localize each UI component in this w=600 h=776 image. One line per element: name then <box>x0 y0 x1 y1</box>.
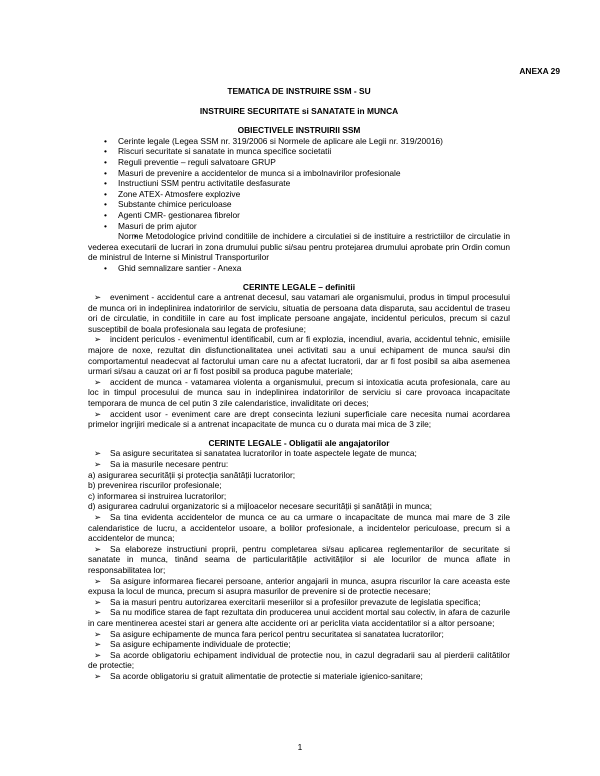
arrow-bullet-icon: ➢ <box>94 628 102 639</box>
document-body <box>88 84 510 681</box>
obligation-item: ➢ Sa nu modifice starea de fapt rezultata din producerea unui accident mortal sau colectiv, in afara de cazurile in care mentinerea acestei stari ar genera alte accidente ori ar periclita viata accidentatilor si a altor persoane; <box>88 607 510 628</box>
definition-item: ➢ eveniment - accidentul care a antrenat decesul, sau vatamari ale organismului, produs in timpul procesului de munca ori in indeplinirea indatoririlor de serviciu, situatia de persoana data disparuta, sau accidentul de traseu ori de circulatie, in conditiile in care au fost implicate persoane angajate, incidentul periculos, precum si cazul susceptibil de boala profesionala sau legata de profesiune; <box>88 292 510 334</box>
objectives-list <box>88 136 510 231</box>
arrow-bullet-icon: ➢ <box>94 543 102 554</box>
arrow-bullet-icon: ➢ <box>94 607 102 618</box>
list-item: • Masuri de prevenire a accidentelor de munca si a imbolnavirilor profesionale <box>88 168 510 179</box>
list-item: • Reguli preventie – reguli salvatoare GRUP <box>88 157 510 168</box>
list-item: • Substante chimice periculoase <box>88 199 510 210</box>
list-item: • Cerinte legale (Legea SSM nr. 319/2006 si Normele de aplicare ale Legii nr. 319/20016) <box>88 136 510 147</box>
obligation-item: ➢ Sa asigure securitatea si sanatatea lucratorilor in toate aspectele legate de munca; <box>88 448 510 459</box>
obligation-subitem: a) asigurarea securității și protecția sanătății lucratorilor; <box>88 469 296 480</box>
page-number: 1 <box>297 742 303 752</box>
obligation-item: ➢ Sa asigure echipamente individuale de protectie; <box>88 639 510 650</box>
obligation-subitem: d) asigurarea cadrului organizatoric si a mijloacelor necesare securității și sanătății in munca; <box>88 501 433 512</box>
list-item: • Masuri de prim ajutor <box>88 221 510 232</box>
objectives-heading: OBIECTIVELE INSTRUIRII SSM <box>237 125 361 136</box>
list-item: • Riscuri securitate si sanatate in munca specifice societatii <box>88 146 510 157</box>
arrow-bullet-icon: ➢ <box>94 670 102 681</box>
arrow-bullet-icon: ➢ <box>94 334 102 345</box>
list-item: • Ghid semnalizare santier - Anexa <box>88 263 510 274</box>
definition-item: ➢ accident usor - eveniment care are drept consecinta leziuni superficiale care necesita numai acordarea primelor ingrijiri medicale si a antrenat incapacitate de munca cu o durata mai mica de 3 zile; <box>88 408 510 430</box>
objectives-list-tail <box>88 263 510 274</box>
obligation-item: ➢ Sa tina evidenta accidentelor de munca ce au ca urmare o incapacitate de munca mai mare de 3 zile calendaristice de lucru, a accidentelor usoare, a bolilor profesionale, a incidentelor periculoase, precum si a accidentelor de munca; <box>88 511 510 544</box>
definitions-heading: CERINTE LEGALE – definitii <box>242 281 356 292</box>
list-item: • Instructiuni SSM pentru activitatile desfasurate <box>88 178 510 189</box>
subtitle: INSTRUIRE SECURITATE si SANATATE in MUNCA <box>199 105 399 116</box>
obligation-item: ➢ Sa acorde obligatoriu si gratuit alimentatie de protectie si materiale igienico-sanitare; <box>88 671 510 682</box>
arrow-bullet-icon: ➢ <box>94 639 102 650</box>
obligation-subitem: b) prevenirea riscurilor profesionale; <box>88 480 222 491</box>
obligation-item: ➢ Sa elaboreze instructiuni proprii, pentru completarea si/sau aplicarea reglementarilor de securitate si sanatate in munca, tinând seama de particularitățile activităților si ale locurilor de munca aflate in responsabilitatea lor; <box>88 543 510 575</box>
arrow-bullet-icon: ➢ <box>94 575 102 586</box>
definitions-list <box>88 292 510 430</box>
arrow-bullet-icon: ➢ <box>94 596 102 607</box>
obligation-item: ➢ Sa asigure informarea fiecarei persoane, anterior angajarii in munca, asupra riscurilor la care aceasta este expusa la locul de munca, precum si asupra masurilor de prevenire si de protectie necesare; <box>88 575 510 597</box>
arrow-bullet-icon: ➢ <box>94 408 102 419</box>
annex-label: ANEXA 29 <box>519 66 560 76</box>
arrow-bullet-icon: ➢ <box>94 511 102 522</box>
arrow-bullet-icon: ➢ <box>94 448 102 459</box>
list-item: • Agenti CMR- gestionarea fibrelor <box>88 210 510 221</box>
arrow-bullet-icon: ➢ <box>94 376 102 387</box>
list-item: • Zone ATEX- Atmosfere explozive <box>88 189 510 200</box>
definition-item: ➢ incident periculos - evenimentul identificabil, cum ar fi explozia, incendiul, avaria, accidentul tehnic, emisiile majore de noxe, rezultat din disfunctionalitatea unei activitati sau a unui echipament de munca sau/si din comportamentul neadecvat al factorului uman care nu a afectat lucratorii, dar ar fi fost posibil sa aiba asemenea urmari si/sau a cauzat ori ar fi fost posibil sa produca pagube materiale; <box>88 334 510 377</box>
obligation-item: ➢ Sa asigure echipamente de munca fara pericol pentru securitatea si sanatatea lucratorilor; <box>88 629 510 640</box>
obligations-list <box>88 448 510 681</box>
obligation-subitem: c) informarea si instruirea lucratorilor; <box>88 490 227 501</box>
arrow-bullet-icon: ➢ <box>94 292 102 303</box>
arrow-bullet-icon: ➢ <box>94 459 102 469</box>
arrow-bullet-icon: ➢ <box>94 649 102 660</box>
obligation-item: ➢ Sa ia masurile necesare pentru: <box>88 459 510 470</box>
obligation-item: ➢ Sa ia masuri pentru autorizarea exercitarii meseriilor si a profesiilor prevazute de legislatia specifica; <box>88 597 510 608</box>
definition-item: ➢ accident de munca - vatamarea violenta a organismului, precum si intoxicatia acuta profesionala, care au loc in timpul procesului de munca sau in indeplinirea indatoririlor de serviciu si care provoaca incapacitate temporara de munca de cel putin 3 zile calendaristice, invaliditate ori deces; <box>88 376 510 409</box>
main-title: TEMATICA DE INSTRUIRE SSM - SU <box>227 86 371 96</box>
list-item-long: • Norme Metodologice privind conditiile de inchidere a circulatiei si de instituire a restrictiilor de circulatie in vederea executarii de lucrari in zona drumului public si/sau pentru protejarea drumului aprobate prin Ordin comun de ministrul de Interne si Ministrul Transporturilor <box>88 231 510 263</box>
obligation-item: ➢ Sa acorde obligatoriu echipament individual de protectie nou, in cazul degradarii sau al pierderii calitătilor de protectie; <box>88 649 510 671</box>
obligations-heading: CERINTE LEGALE - Obligatii ale angajatorilor <box>208 437 390 448</box>
